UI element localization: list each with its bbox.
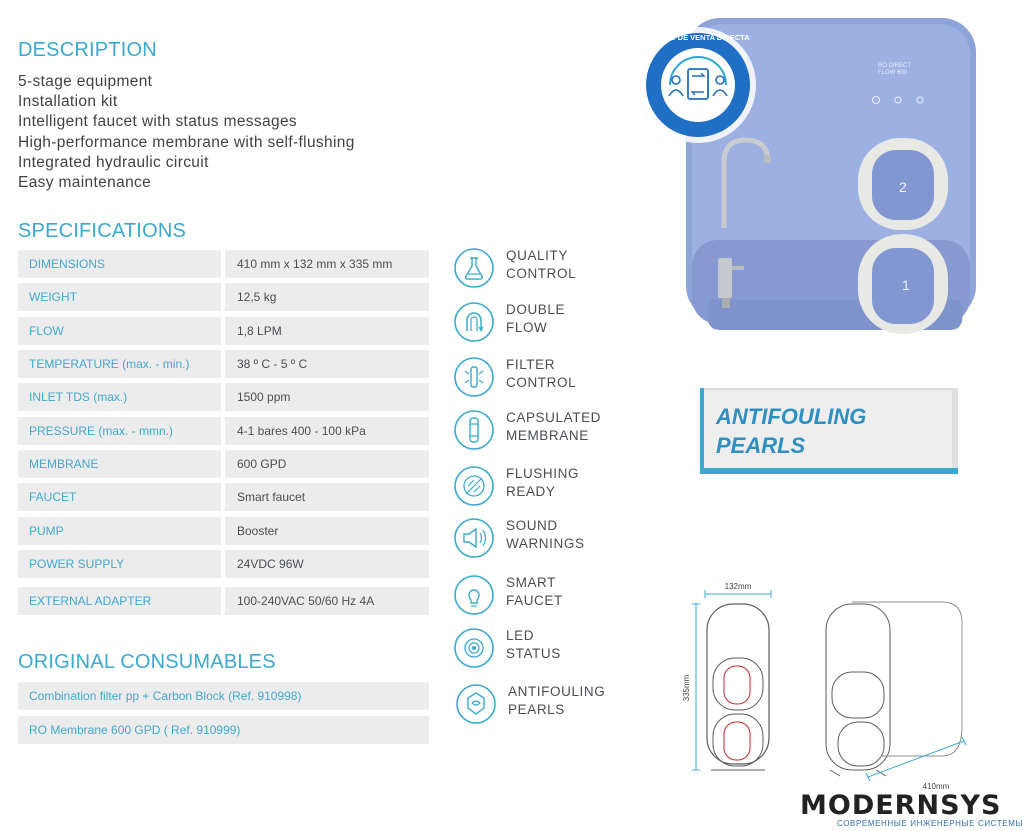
feature-label: DOUBLE FLOW: [506, 302, 566, 335]
feature-label: LED STATUS: [506, 628, 561, 661]
speaker-icon: [453, 517, 495, 559]
spec-label: FLOW: [18, 317, 221, 345]
description-item: Integrated hydraulic circuit: [18, 153, 209, 171]
specifications-title: SPECIFICATIONS: [18, 220, 187, 242]
spec-label: INLET TDS (max.): [18, 383, 221, 411]
spec-value: 1500 ppm: [225, 383, 429, 411]
spec-label: TEMPERATURE (max. - min.): [18, 350, 221, 378]
spec-value: Booster: [225, 517, 429, 545]
spec-value: 24VDC 96W: [225, 550, 429, 578]
feature-double-flow: [453, 299, 633, 347]
flush-icon: [453, 465, 495, 507]
spec-row-pressure: [18, 417, 429, 445]
spec-row-membrane: [18, 450, 429, 478]
consumable-item: Combination filter pp + Carbon Block (Ref. 910998): [18, 682, 429, 710]
spec-value: 1,8 LPM: [225, 317, 429, 345]
feature-smart-faucet: [453, 572, 633, 620]
spec-value: Smart faucet: [225, 483, 429, 511]
feature-label: FILTER CONTROL: [506, 357, 577, 390]
spec-value: 600 GPD: [225, 450, 429, 478]
logo-wordmark: MODERNSYS: [800, 790, 1002, 821]
spec-label: EXTERNAL ADAPTER: [18, 587, 221, 615]
capsule-icon: [453, 409, 495, 451]
feature-flushing-ready: [453, 463, 633, 511]
spec-label: MEMBRANE: [18, 450, 221, 478]
logo-tagline: СОВРЕМЕННЫЕ ИНЖЕНЕРНЫЕ СИСТЕМЫ: [837, 819, 1023, 828]
device-brand: RO DIRECT: [878, 63, 911, 69]
led-icon: [453, 627, 495, 669]
spec-row-inlet-tds: [18, 383, 429, 411]
feature-label: CAPSULATED MEMBRANE: [506, 410, 602, 443]
filter-icon: [453, 356, 495, 398]
description-item: Intelligent faucet with status messages: [18, 113, 298, 131]
spec-label: WEIGHT: [18, 283, 221, 311]
description-item: Easy maintenance: [18, 174, 152, 192]
banner-text: ANTIFOULING PEARLS: [716, 404, 867, 458]
feature-label: QUALITY CONTROL: [506, 248, 577, 281]
antifouling-pearls-banner: [700, 388, 958, 474]
description-item: 5-stage equipment: [18, 73, 153, 90]
filter-cap-top: [858, 138, 948, 230]
spec-row-flow: [18, 317, 429, 345]
filter-number: 2: [899, 179, 907, 195]
banner-edge: [952, 388, 958, 474]
bulb-icon: [453, 574, 495, 616]
feature-antifouling-pearls: [455, 681, 635, 729]
spec-row-faucet: [18, 483, 429, 511]
pearl-icon: [455, 683, 497, 725]
product-image: [640, 10, 980, 350]
device-model: FLOW 600: [878, 70, 908, 76]
spec-row-power-supply: [18, 550, 429, 578]
spec-row-temperature: [18, 350, 429, 378]
dimension-depth: 410mm: [922, 782, 950, 791]
description-title: DESCRIPTION: [18, 39, 157, 61]
dimensions-drawing: [680, 580, 980, 790]
feature-label: SMART FAUCET: [506, 575, 563, 608]
spec-label: DIMENSIONS: [18, 250, 221, 278]
feature-capsulated-membrane: [453, 407, 633, 455]
spec-row-dimensions: [18, 250, 429, 278]
filter-cap-bottom: [858, 234, 948, 334]
spec-row-weight: [18, 283, 429, 311]
spec-value: 410 mm x 132 mm x 335 mm: [225, 250, 429, 278]
spec-label: PRESSURE (max. - mmn.): [18, 417, 221, 445]
banner-edge: [704, 388, 958, 390]
dimension-height: 335mm: [682, 674, 691, 702]
modernsys-logo: [800, 788, 1023, 831]
filter-number: 1: [902, 277, 910, 293]
banner-accent: [700, 388, 704, 474]
spec-value: 100-240VAC 50/60 Hz 4A: [225, 587, 429, 615]
feature-quality-control: [453, 245, 633, 293]
feature-label: FLUSHING READY: [506, 466, 580, 499]
flask-icon: [453, 247, 495, 289]
description-list: [18, 72, 355, 193]
feature-led-status: [453, 625, 633, 673]
spec-label: POWER SUPPLY: [18, 550, 221, 578]
spec-value: 12,5 kg: [225, 283, 429, 311]
u-pipe-icon: [453, 301, 495, 343]
description-item: Installation kit: [18, 93, 118, 111]
banner-accent: [700, 468, 958, 474]
badge-text: EQUIPO DE VENTA DIRECTA: [646, 33, 750, 42]
spec-label: PUMP: [18, 517, 221, 545]
direct-sale-badge: [640, 27, 756, 143]
spec-row-pump: [18, 517, 429, 545]
spec-row-external-adapter: [18, 587, 429, 615]
spec-value: 38 º C - 5 º C: [225, 350, 429, 378]
feature-sound-warnings: [453, 515, 633, 563]
spec-value: 4-1 bares 400 - 100 kPa: [225, 417, 429, 445]
spec-label: FAUCET: [18, 483, 221, 511]
consumable-item: RO Membrane 600 GPD ( Ref. 910999): [18, 716, 429, 744]
description-item: High-performance membrane with self-flushing: [18, 133, 355, 151]
feature-filter-control: [453, 354, 633, 402]
feature-label: ANTIFOULING PEARLS: [508, 684, 606, 717]
dimension-width: 132mm: [724, 582, 752, 591]
feature-label: SOUND WARNINGS: [506, 518, 585, 551]
consumables-title: ORIGINAL CONSUMABLES: [18, 651, 276, 673]
